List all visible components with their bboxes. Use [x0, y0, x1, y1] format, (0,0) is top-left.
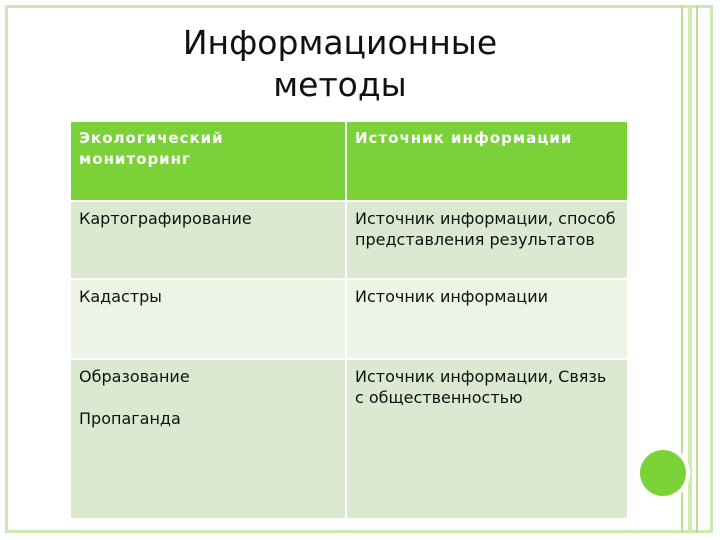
cell-text-education: Образование: [79, 367, 190, 386]
table-cell: Источник информации, способ представления результатов: [346, 201, 628, 279]
cell-text-propaganda: Пропаганда: [79, 409, 181, 428]
header-cell-source: Источник информации: [346, 121, 628, 201]
table-row: [70, 359, 628, 519]
title-line-2: методы: [273, 65, 407, 104]
line-gap: [79, 387, 337, 408]
table-cell: Источник информации: [346, 279, 628, 359]
slide-title: [140, 22, 540, 106]
table-cell: Картографирование: [70, 201, 346, 279]
header-cell-monitoring: Экологический мониторинг: [70, 121, 346, 201]
table-cell: [70, 359, 346, 519]
table-row: [70, 201, 628, 279]
decorative-stripe: [696, 5, 698, 533]
table-header-row: [70, 121, 628, 201]
title-line-1: Информационные: [182, 23, 498, 62]
methods-table: [69, 120, 629, 520]
table-cell: Кадастры: [70, 279, 346, 359]
table-cell: Источник информации, Связь с общественностью: [346, 359, 628, 519]
decorative-circle: [640, 450, 686, 496]
table-row: [70, 279, 628, 359]
decorative-stripe: [688, 5, 692, 533]
decorative-stripe: [681, 5, 683, 533]
